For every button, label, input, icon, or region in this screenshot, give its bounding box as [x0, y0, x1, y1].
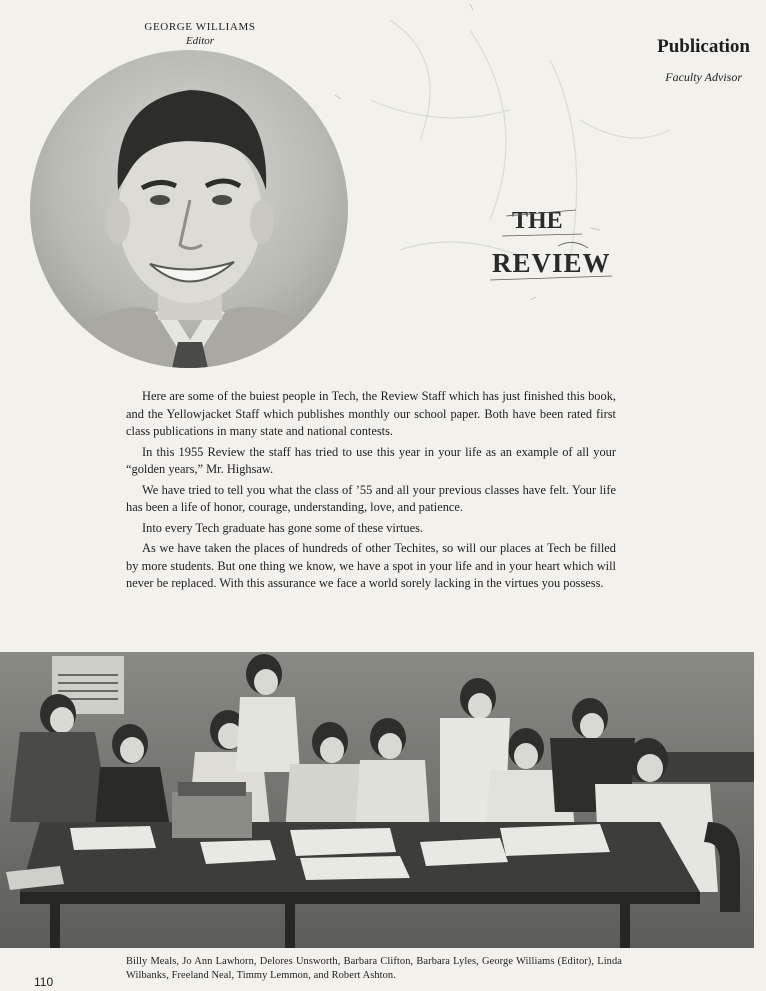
- editor-name: GEORGE WILLIAMS: [144, 21, 256, 33]
- body-paragraph: Into every Tech graduate has gone some of these virtues.: [142, 520, 424, 535]
- logo-line-review: REVIEW: [492, 248, 611, 278]
- photo-caption: Billy Meals, Jo Ann Lawhorn, Delores Unsworth, Barbara Clifton, Barbara Lyles, George Williams (Editor), Linda Wilbanks, Freeland Neal, Timmy Lemmon, and Robert Ashton.: [126, 956, 622, 981]
- body-paragraph: We have tried to tell you what the class of ’55 and all your previous classes have felt. Your life has been a life of honor, courage, understanding, love, and patience.: [126, 482, 616, 514]
- editor-portrait-photo: [30, 50, 348, 368]
- the-review-logo: [478, 196, 628, 296]
- logo-line-the: THE: [512, 208, 563, 234]
- editor-caption: [120, 20, 280, 48]
- publication-title: Publication: [657, 36, 750, 57]
- staff-photo-illustration: [0, 652, 754, 948]
- body-paragraph: In this 1955 Review the staff has tried to use this year in your life as an example of all your “golden years,” Mr. Highsaw.: [126, 444, 616, 476]
- page-number: 110: [34, 975, 54, 989]
- body-text: [126, 388, 616, 596]
- faculty-advisor-label: Faculty Advisor: [665, 70, 742, 84]
- portrait-illustration: [30, 50, 348, 368]
- body-paragraph: Here are some of the buiest people in Tech, the Review Staff which has just finished this book, and the Yellowjacket Staff which publishes monthly our school paper. Both have been rated first class publications in many state and national contests.: [126, 389, 616, 438]
- body-paragraph: As we have taken the places of hundreds of other Techites, so will our places at Tech be filled by more students. But one thing we know, we have a spot in your life and in your heart which will never be replaced. With this assurance we face a world sorely lacking in the virtues you possess.: [126, 541, 616, 590]
- staff-group-photo: [0, 652, 754, 948]
- editor-role: Editor: [185, 35, 215, 47]
